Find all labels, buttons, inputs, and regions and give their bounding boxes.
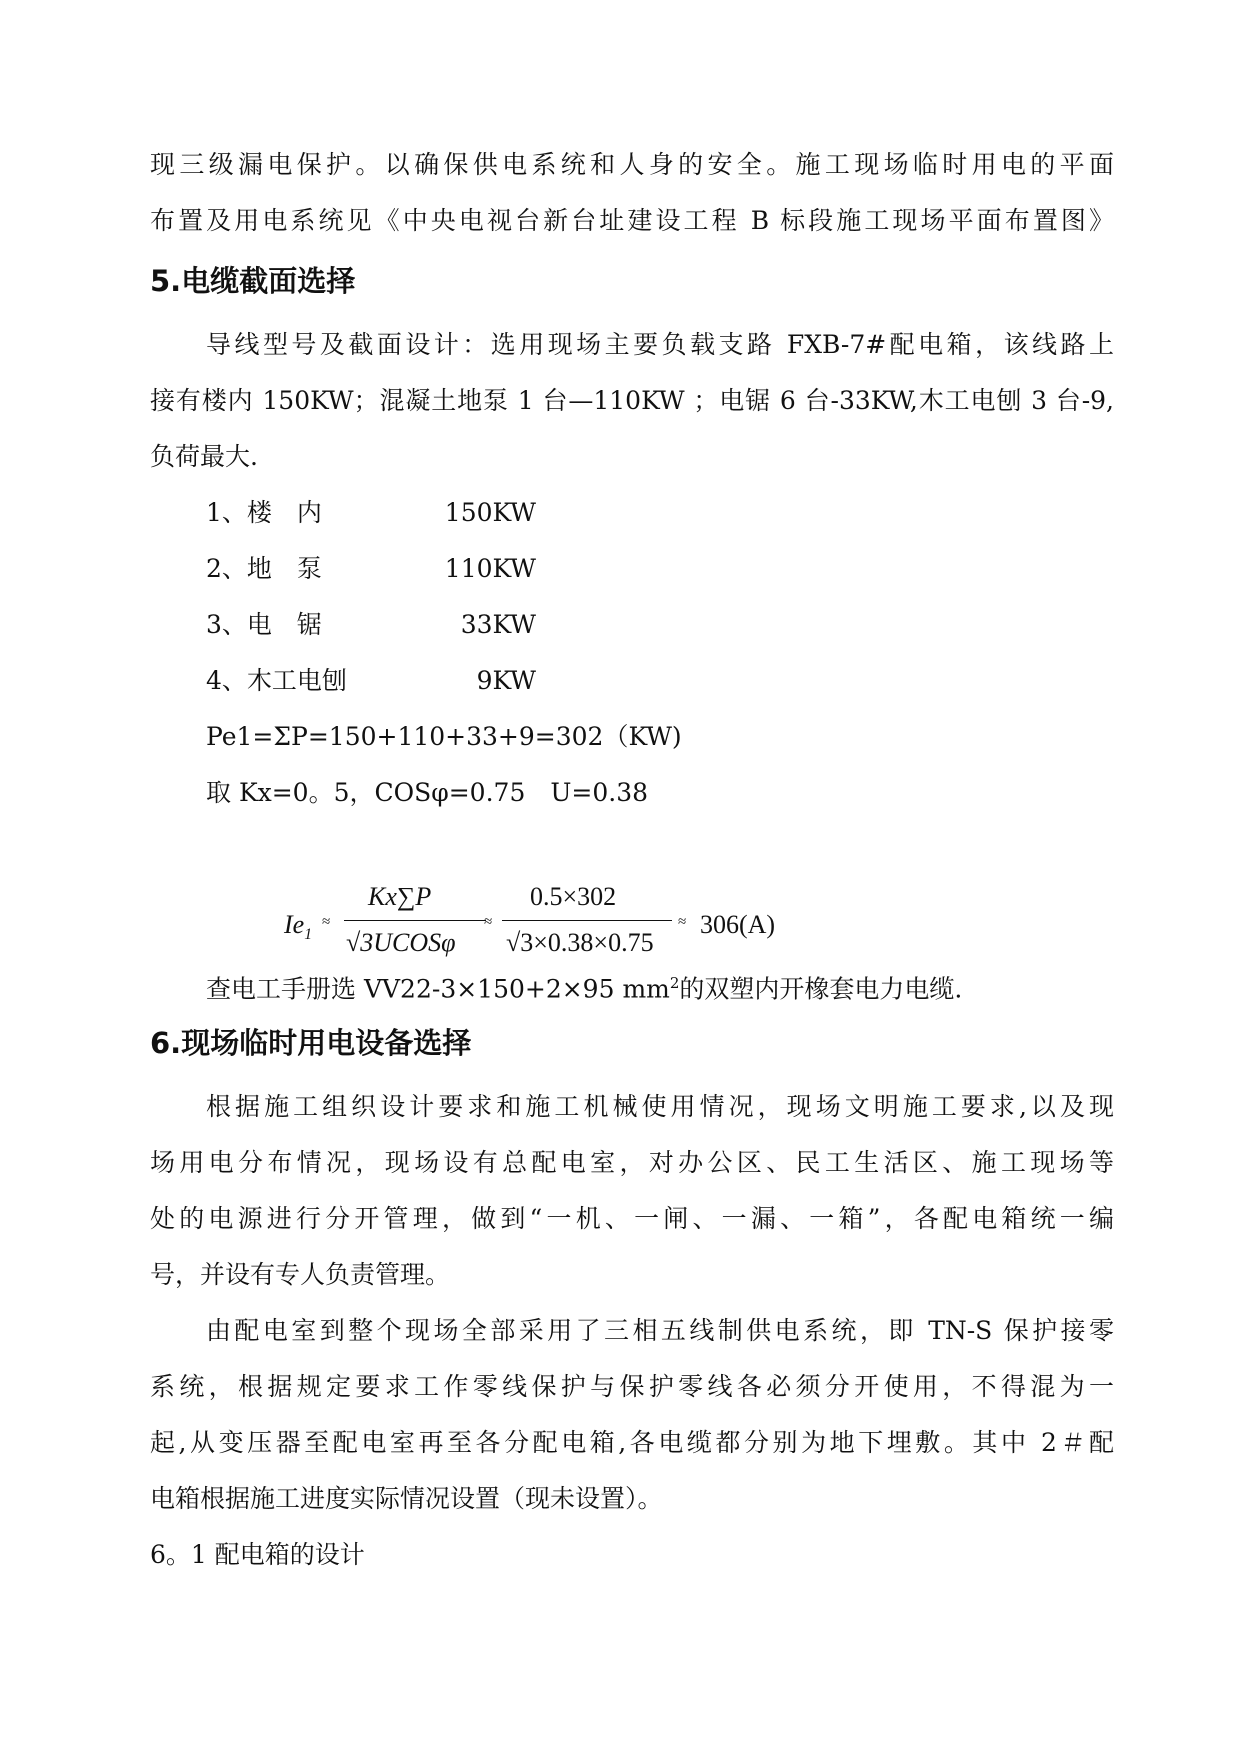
body-text-line: 根据施工组织设计要求和施工机械使用情况，现场文明施工要求,以及现: [206, 1092, 1114, 1121]
pe-calculation-line: Pe1=ΣP=150+110+33+9=302（KW): [206, 722, 682, 751]
body-text-line: 导线型号及截面设计：选用现场主要负载支路 FXB-7#配电箱，该线路上: [206, 330, 1114, 359]
load-value: 9KW: [476, 666, 536, 695]
parameters-line: 取 Kx=0。5，COSφ=0.75 U=0.38: [206, 778, 649, 807]
load-name: 1、楼 内: [206, 498, 322, 527]
load-list-item: [206, 496, 536, 530]
approx-sign: ≈: [484, 914, 493, 930]
body-text-line: 电箱根据施工进度实际情况设置（现未设置）。: [150, 1484, 663, 1513]
cable-selection-line: 查电工手册选 VV22-3×150+2×95 $mm^2$的双塑内开橡套电力电缆.: [206, 974, 963, 1004]
fraction-bar: [344, 920, 486, 921]
body-text-line: 负荷最大.: [150, 442, 258, 471]
subsection-heading: 6。1 配电箱的设计: [150, 1540, 365, 1569]
formula-numerator-1: Kx∑P: [368, 882, 432, 911]
load-value: 33KW: [460, 610, 536, 639]
body-text-line: 起,从变压器至配电室再至各分配电箱,各电缆都分别为地下埋敷。其中 2＃配: [150, 1428, 1114, 1457]
body-text-line: 场用电分布情况，现场设有总配电室，对办公区、民工生活区、施工现场等: [150, 1148, 1114, 1177]
fraction-bar: [502, 920, 672, 921]
load-list-item: [206, 608, 536, 642]
body-text-line: 布置及用电系统见《中央电视台新台址建设工程 B 标段施工现场平面布置图》: [150, 206, 1114, 235]
body-text-line: 现三级漏电保护。以确保供电系统和人身的安全。施工现场临时用电的平面: [150, 150, 1114, 179]
section-heading-5: 5.电缆截面选择: [150, 264, 356, 298]
formula-denominator-1: √3UCOSφ: [346, 928, 456, 957]
load-value: 110KW: [444, 554, 536, 583]
load-list-item: [206, 552, 536, 586]
formula-lhs: $Ie_1$: [284, 910, 312, 944]
load-value: 150KW: [444, 498, 536, 527]
current-formula: [280, 880, 820, 972]
approx-sign: ≈: [678, 914, 687, 930]
load-list-item: [206, 664, 536, 698]
body-text-line: 号，并设有专人负责管理。: [150, 1260, 451, 1289]
formula-result: 306(A): [700, 910, 776, 939]
load-name: 2、地 泵: [206, 554, 322, 583]
load-name: 3、电 锯: [206, 610, 322, 639]
formula-denominator-2: √3×0.38×0.75: [506, 928, 654, 957]
body-text-line: 系统，根据规定要求工作零线保护与保护零线各必须分开使用，不得混为一: [150, 1372, 1114, 1401]
body-text-line: 接有楼内 150KW；混凝土地泵 1 台—110KW ；电锯 6 台-33KW,木工电刨 3 台-9,: [150, 386, 1114, 415]
approx-sign: ≈: [322, 914, 331, 930]
formula-numerator-2: 0.5×302: [530, 882, 617, 911]
body-text-line: 处的电源进行分开管理，做到“一机、一闸、一漏、一箱”，各配电箱统一编: [150, 1204, 1114, 1233]
load-name: 4、木工电刨: [206, 666, 347, 695]
body-text-line: 由配电室到整个现场全部采用了三相五线制供电系统，即 TN-S 保护接零: [206, 1316, 1114, 1345]
section-heading-6: 6.现场临时用电设备选择: [150, 1026, 472, 1060]
